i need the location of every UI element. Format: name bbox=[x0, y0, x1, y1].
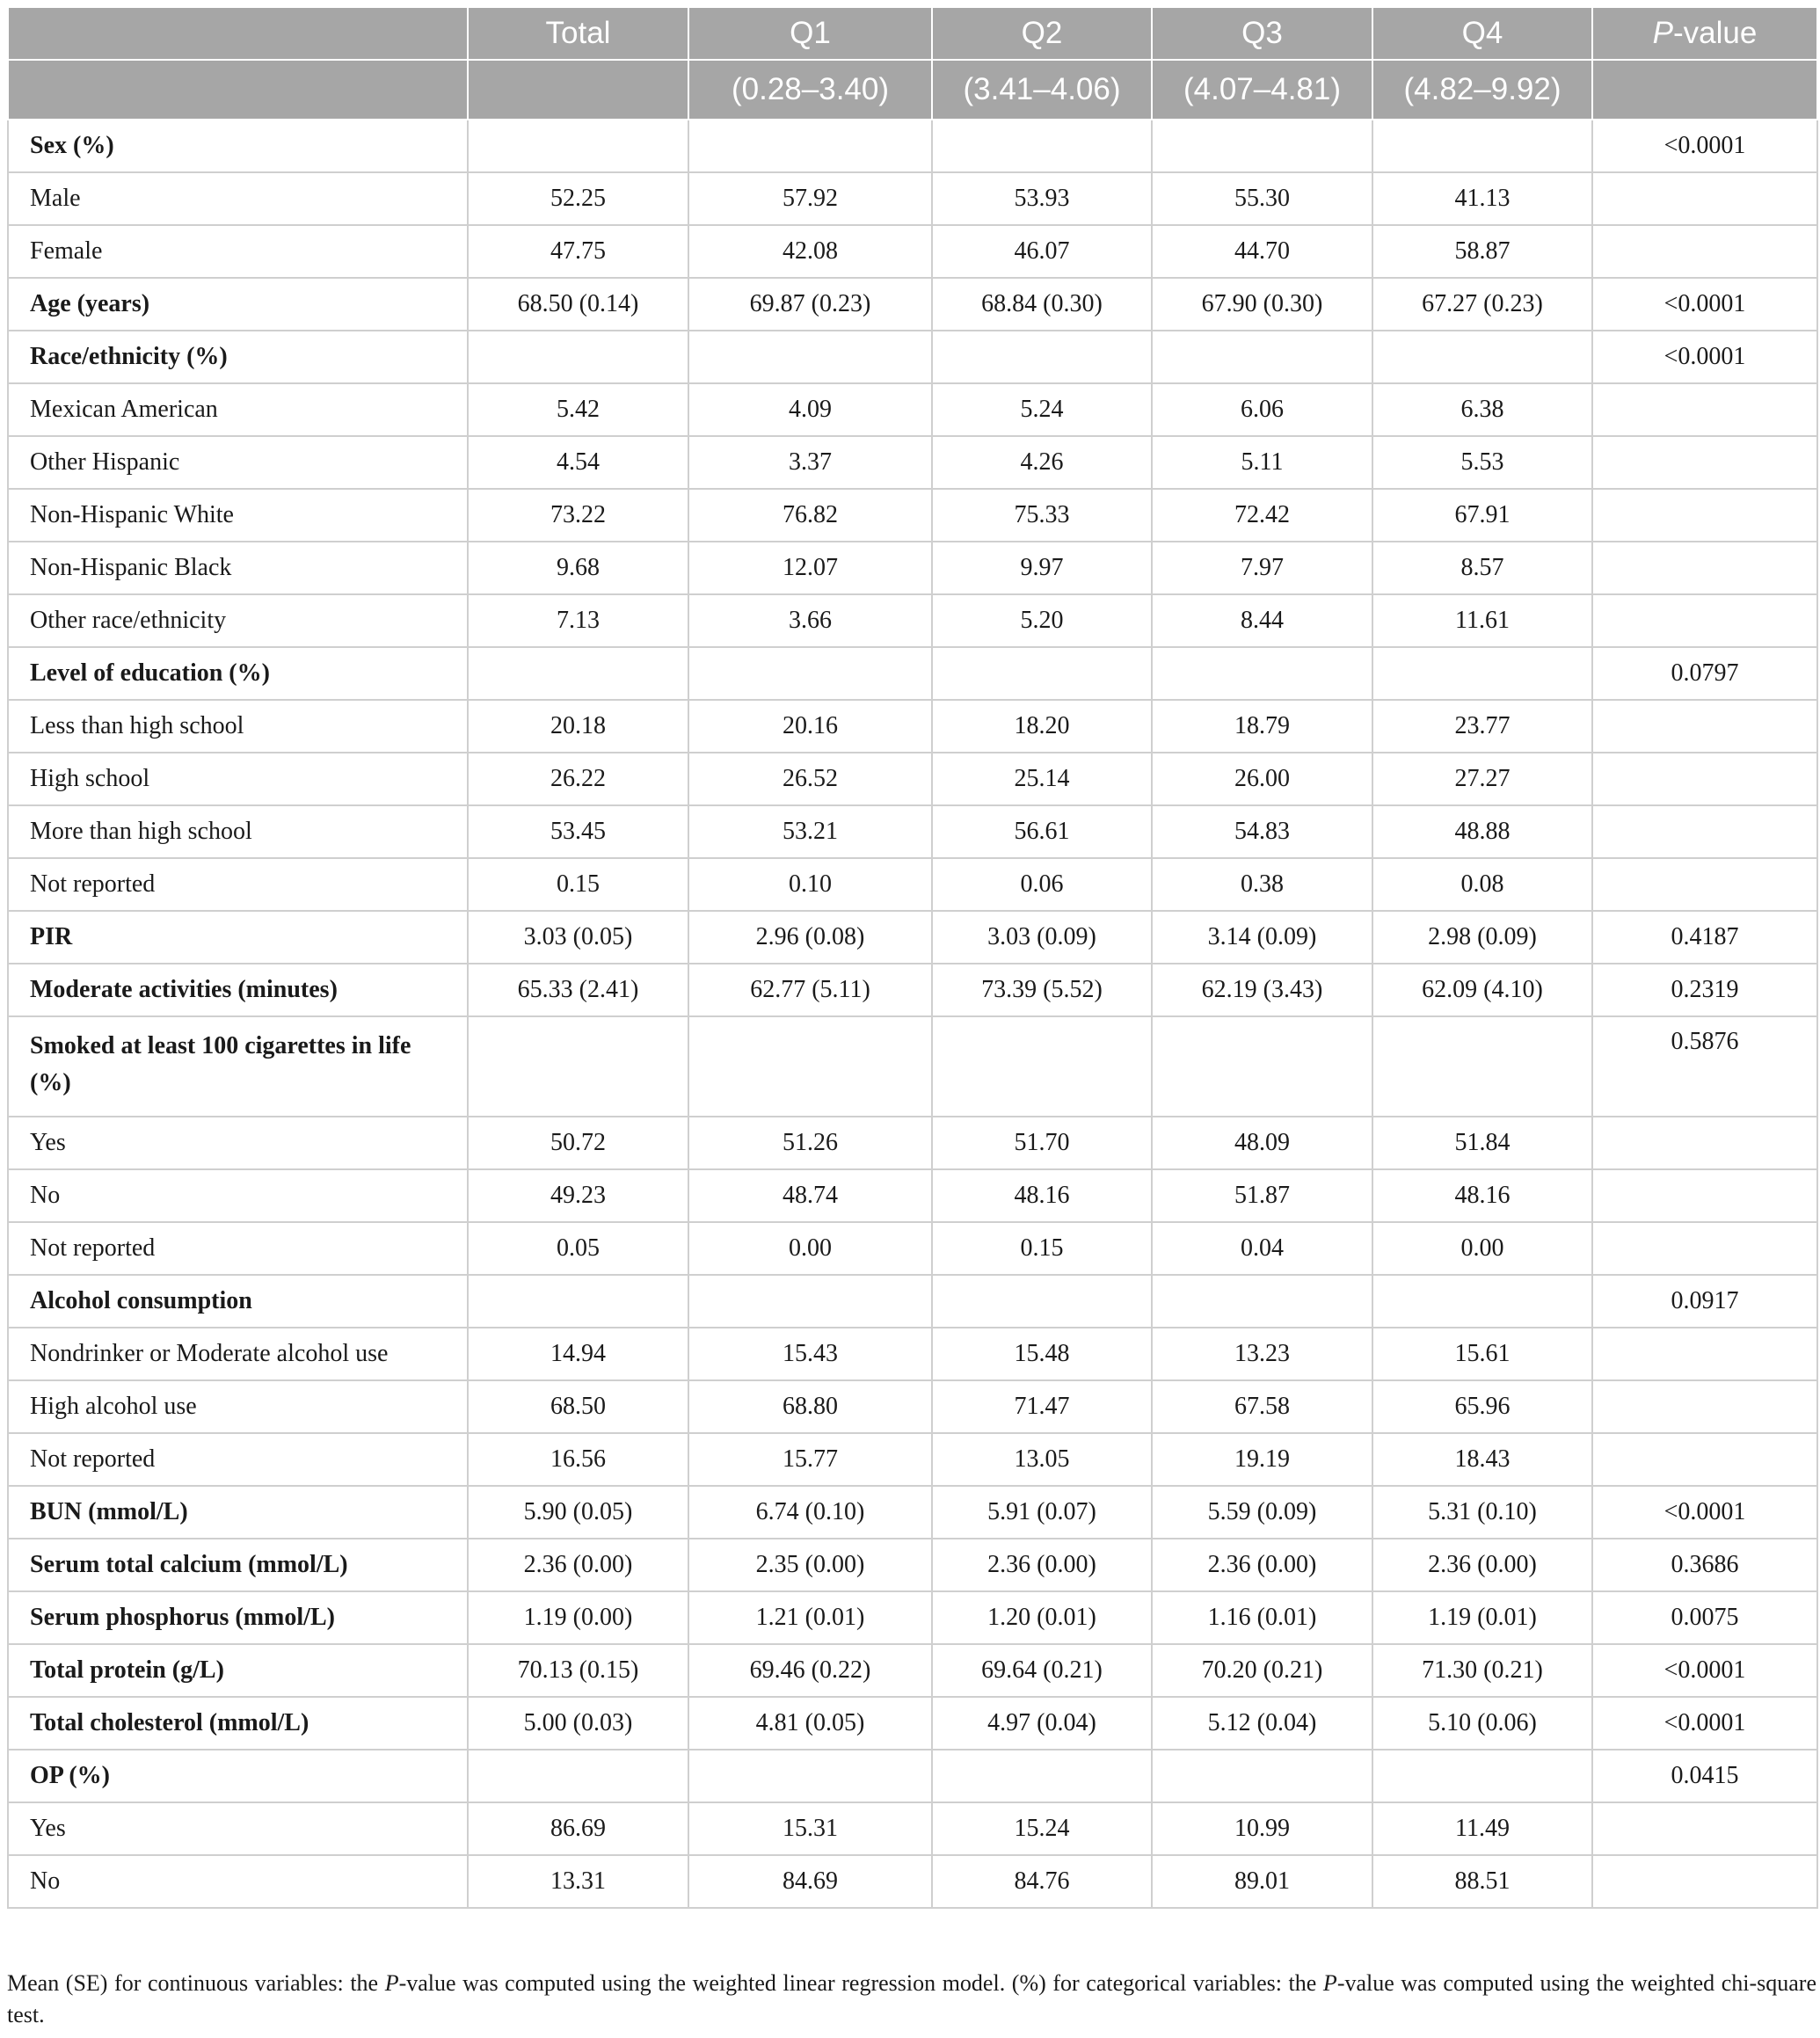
value-cell bbox=[468, 1275, 688, 1328]
value-cell: 41.13 bbox=[1372, 172, 1592, 225]
value-cell bbox=[1152, 331, 1372, 383]
table-row bbox=[8, 1328, 1817, 1380]
value-cell: 48.74 bbox=[688, 1169, 932, 1222]
value-cell bbox=[932, 331, 1152, 383]
value-cell bbox=[688, 1016, 932, 1117]
value-cell: 67.91 bbox=[1372, 489, 1592, 542]
value-cell: 0.05 bbox=[468, 1222, 688, 1275]
header-cell bbox=[8, 60, 468, 120]
value-cell: 67.27 (0.23) bbox=[1372, 278, 1592, 331]
p-value-cell bbox=[1592, 1117, 1817, 1169]
value-cell bbox=[1152, 1275, 1372, 1328]
row-label: No bbox=[8, 1855, 468, 1908]
value-cell: 3.03 (0.09) bbox=[932, 911, 1152, 964]
header-q1-range: (0.28–3.40) bbox=[688, 60, 932, 120]
p-value-cell bbox=[1592, 1802, 1817, 1855]
value-cell: 55.30 bbox=[1152, 172, 1372, 225]
value-cell: 53.45 bbox=[468, 805, 688, 858]
value-cell: 46.07 bbox=[932, 225, 1152, 278]
table-row bbox=[8, 436, 1817, 489]
value-cell: 69.87 (0.23) bbox=[688, 278, 932, 331]
value-cell: 27.27 bbox=[1372, 753, 1592, 805]
table-row bbox=[8, 225, 1817, 278]
row-label: High alcohol use bbox=[8, 1380, 468, 1433]
p-value-cell bbox=[1592, 594, 1817, 647]
value-cell: 0.06 bbox=[932, 858, 1152, 911]
value-cell: 15.31 bbox=[688, 1802, 932, 1855]
row-label: Serum total calcium (mmol/L) bbox=[8, 1539, 468, 1591]
value-cell: 5.12 (0.04) bbox=[1152, 1697, 1372, 1750]
p-value-cell bbox=[1592, 225, 1817, 278]
table-footnote bbox=[7, 1968, 1816, 2031]
table-row bbox=[8, 1169, 1817, 1222]
value-cell: 1.21 (0.01) bbox=[688, 1591, 932, 1644]
table-row bbox=[8, 1855, 1817, 1908]
value-cell bbox=[688, 331, 932, 383]
value-cell bbox=[1152, 647, 1372, 700]
value-cell: 5.91 (0.07) bbox=[932, 1486, 1152, 1539]
footnote-p-italic-2: P bbox=[1322, 1970, 1337, 1996]
value-cell: 20.16 bbox=[688, 700, 932, 753]
p-value-cell: 0.3686 bbox=[1592, 1539, 1817, 1591]
row-label: Non-Hispanic White bbox=[8, 489, 468, 542]
value-cell: 69.64 (0.21) bbox=[932, 1644, 1152, 1697]
value-cell: 19.19 bbox=[1152, 1433, 1372, 1486]
value-cell bbox=[1152, 1750, 1372, 1802]
value-cell: 2.96 (0.08) bbox=[688, 911, 932, 964]
value-cell: 5.00 (0.03) bbox=[468, 1697, 688, 1750]
header-q2-range: (3.41–4.06) bbox=[932, 60, 1152, 120]
value-cell: 67.90 (0.30) bbox=[1152, 278, 1372, 331]
value-cell: 13.23 bbox=[1152, 1328, 1372, 1380]
value-cell: 70.20 (0.21) bbox=[1152, 1644, 1372, 1697]
row-label: Not reported bbox=[8, 1222, 468, 1275]
row-label: PIR bbox=[8, 911, 468, 964]
value-cell: 0.04 bbox=[1152, 1222, 1372, 1275]
value-cell: 3.14 (0.09) bbox=[1152, 911, 1372, 964]
table-row bbox=[8, 1222, 1817, 1275]
p-value-cell bbox=[1592, 858, 1817, 911]
value-cell bbox=[468, 120, 688, 172]
value-cell: 13.31 bbox=[468, 1855, 688, 1908]
row-label: Not reported bbox=[8, 858, 468, 911]
row-label: Total cholesterol (mmol/L) bbox=[8, 1697, 468, 1750]
value-cell: 0.15 bbox=[932, 1222, 1152, 1275]
value-cell: 56.61 bbox=[932, 805, 1152, 858]
header-p-suffix: -value bbox=[1673, 16, 1758, 50]
table-row bbox=[8, 383, 1817, 436]
table-row bbox=[8, 1486, 1817, 1539]
table-row bbox=[8, 1591, 1817, 1644]
row-label: Race/ethnicity (%) bbox=[8, 331, 468, 383]
value-cell: 26.52 bbox=[688, 753, 932, 805]
value-cell: 15.48 bbox=[932, 1328, 1152, 1380]
header-cell bbox=[468, 60, 688, 120]
value-cell: 67.58 bbox=[1152, 1380, 1372, 1433]
value-cell: 68.50 bbox=[468, 1380, 688, 1433]
value-cell: 7.13 bbox=[468, 594, 688, 647]
baseline-characteristics-table bbox=[7, 6, 1818, 1909]
value-cell: 25.14 bbox=[932, 753, 1152, 805]
row-label: Female bbox=[8, 225, 468, 278]
value-cell: 15.77 bbox=[688, 1433, 932, 1486]
value-cell: 20.18 bbox=[468, 700, 688, 753]
p-value-cell: 0.2319 bbox=[1592, 964, 1817, 1016]
table-row bbox=[8, 278, 1817, 331]
value-cell: 5.11 bbox=[1152, 436, 1372, 489]
value-cell: 49.23 bbox=[468, 1169, 688, 1222]
value-cell bbox=[688, 1750, 932, 1802]
value-cell: 86.69 bbox=[468, 1802, 688, 1855]
value-cell: 26.00 bbox=[1152, 753, 1372, 805]
value-cell: 4.54 bbox=[468, 436, 688, 489]
value-cell: 11.49 bbox=[1372, 1802, 1592, 1855]
value-cell: 75.33 bbox=[932, 489, 1152, 542]
value-cell: 5.59 (0.09) bbox=[1152, 1486, 1372, 1539]
value-cell: 3.03 (0.05) bbox=[468, 911, 688, 964]
value-cell: 65.96 bbox=[1372, 1380, 1592, 1433]
p-value-cell: <0.0001 bbox=[1592, 120, 1817, 172]
value-cell: 68.80 bbox=[688, 1380, 932, 1433]
value-cell: 84.76 bbox=[932, 1855, 1152, 1908]
value-cell: 2.36 (0.00) bbox=[468, 1539, 688, 1591]
p-value-cell bbox=[1592, 172, 1817, 225]
footnote-text-3: -value was computed using the weighted chi-square test. bbox=[7, 1970, 1816, 2027]
value-cell: 42.08 bbox=[688, 225, 932, 278]
row-label: Alcohol consumption bbox=[8, 1275, 468, 1328]
header-q2: Q2 bbox=[932, 7, 1152, 60]
value-cell bbox=[468, 331, 688, 383]
value-cell: 0.00 bbox=[1372, 1222, 1592, 1275]
table-row bbox=[8, 1539, 1817, 1591]
row-label: OP (%) bbox=[8, 1750, 468, 1802]
table-row bbox=[8, 647, 1817, 700]
value-cell: 73.39 (5.52) bbox=[932, 964, 1152, 1016]
value-cell bbox=[932, 1750, 1152, 1802]
value-cell: 6.06 bbox=[1152, 383, 1372, 436]
value-cell: 50.72 bbox=[468, 1117, 688, 1169]
value-cell: 0.00 bbox=[688, 1222, 932, 1275]
value-cell: 48.88 bbox=[1372, 805, 1592, 858]
table-row bbox=[8, 1644, 1817, 1697]
row-label: Other race/ethnicity bbox=[8, 594, 468, 647]
table-row bbox=[8, 1016, 1817, 1117]
p-value-cell bbox=[1592, 753, 1817, 805]
value-cell: 62.09 (4.10) bbox=[1372, 964, 1592, 1016]
value-cell bbox=[932, 647, 1152, 700]
header-q1: Q1 bbox=[688, 7, 932, 60]
row-label: More than high school bbox=[8, 805, 468, 858]
header-q4-range: (4.82–9.92) bbox=[1372, 60, 1592, 120]
value-cell: 1.19 (0.00) bbox=[468, 1591, 688, 1644]
p-value-cell: 0.5876 bbox=[1592, 1016, 1817, 1117]
value-cell: 9.97 bbox=[932, 542, 1152, 594]
table-header bbox=[8, 7, 1817, 120]
value-cell: 51.26 bbox=[688, 1117, 932, 1169]
table-row bbox=[8, 1117, 1817, 1169]
p-value-cell: <0.0001 bbox=[1592, 1644, 1817, 1697]
header-row-1 bbox=[8, 7, 1817, 60]
p-value-cell: <0.0001 bbox=[1592, 1697, 1817, 1750]
value-cell: 4.81 (0.05) bbox=[688, 1697, 932, 1750]
footnote-text-1: Mean (SE) for continuous variables: the bbox=[7, 1970, 385, 1996]
value-cell: 5.10 (0.06) bbox=[1372, 1697, 1592, 1750]
header-total: Total bbox=[468, 7, 688, 60]
value-cell: 11.61 bbox=[1372, 594, 1592, 647]
table-row bbox=[8, 1380, 1817, 1433]
value-cell: 51.70 bbox=[932, 1117, 1152, 1169]
value-cell: 48.16 bbox=[932, 1169, 1152, 1222]
value-cell: 2.36 (0.00) bbox=[1152, 1539, 1372, 1591]
table-row bbox=[8, 1433, 1817, 1486]
value-cell: 6.38 bbox=[1372, 383, 1592, 436]
value-cell: 6.74 (0.10) bbox=[688, 1486, 932, 1539]
value-cell: 88.51 bbox=[1372, 1855, 1592, 1908]
value-cell: 5.24 bbox=[932, 383, 1152, 436]
value-cell: 84.69 bbox=[688, 1855, 932, 1908]
value-cell bbox=[932, 120, 1152, 172]
row-label: Male bbox=[8, 172, 468, 225]
value-cell bbox=[468, 1750, 688, 1802]
row-label: Sex (%) bbox=[8, 120, 468, 172]
value-cell bbox=[468, 647, 688, 700]
header-row-2 bbox=[8, 60, 1817, 120]
row-label: No bbox=[8, 1169, 468, 1222]
header-cell bbox=[1592, 60, 1817, 120]
value-cell: 76.82 bbox=[688, 489, 932, 542]
value-cell: 3.37 bbox=[688, 436, 932, 489]
value-cell: 5.42 bbox=[468, 383, 688, 436]
p-value-cell bbox=[1592, 489, 1817, 542]
table-row bbox=[8, 964, 1817, 1016]
value-cell: 4.09 bbox=[688, 383, 932, 436]
row-label: Serum phosphorus (mmol/L) bbox=[8, 1591, 468, 1644]
footnote-text-2: -value was computed using the weighted linear regression model. (%) for categorical variables: the bbox=[398, 1970, 1323, 1996]
table-row bbox=[8, 1802, 1817, 1855]
table-container bbox=[7, 6, 1816, 1909]
value-cell: 62.19 (3.43) bbox=[1152, 964, 1372, 1016]
value-cell: 4.26 bbox=[932, 436, 1152, 489]
row-label: Other Hispanic bbox=[8, 436, 468, 489]
p-value-cell: <0.0001 bbox=[1592, 331, 1817, 383]
row-label: Yes bbox=[8, 1117, 468, 1169]
p-value-cell bbox=[1592, 805, 1817, 858]
row-label: Moderate activities (minutes) bbox=[8, 964, 468, 1016]
table-body bbox=[8, 120, 1817, 1908]
value-cell bbox=[1372, 1750, 1592, 1802]
row-label: Yes bbox=[8, 1802, 468, 1855]
value-cell: 73.22 bbox=[468, 489, 688, 542]
value-cell: 2.35 (0.00) bbox=[688, 1539, 932, 1591]
value-cell bbox=[688, 120, 932, 172]
value-cell: 53.93 bbox=[932, 172, 1152, 225]
value-cell: 18.79 bbox=[1152, 700, 1372, 753]
value-cell bbox=[1372, 120, 1592, 172]
value-cell: 0.10 bbox=[688, 858, 932, 911]
value-cell: 48.09 bbox=[1152, 1117, 1372, 1169]
value-cell: 5.53 bbox=[1372, 436, 1592, 489]
p-value-cell bbox=[1592, 700, 1817, 753]
table-row bbox=[8, 172, 1817, 225]
p-value-cell: 0.0797 bbox=[1592, 647, 1817, 700]
value-cell: 44.70 bbox=[1152, 225, 1372, 278]
value-cell: 4.97 (0.04) bbox=[932, 1697, 1152, 1750]
value-cell bbox=[1152, 1016, 1372, 1117]
header-q3: Q3 bbox=[1152, 7, 1372, 60]
value-cell: 18.20 bbox=[932, 700, 1152, 753]
row-label: High school bbox=[8, 753, 468, 805]
table-row bbox=[8, 911, 1817, 964]
table-row bbox=[8, 1275, 1817, 1328]
table-row bbox=[8, 542, 1817, 594]
header-cell bbox=[8, 7, 468, 60]
p-value-cell: <0.0001 bbox=[1592, 278, 1817, 331]
value-cell: 53.21 bbox=[688, 805, 932, 858]
table-row bbox=[8, 594, 1817, 647]
p-value-cell bbox=[1592, 1380, 1817, 1433]
value-cell: 51.87 bbox=[1152, 1169, 1372, 1222]
value-cell: 52.25 bbox=[468, 172, 688, 225]
value-cell: 26.22 bbox=[468, 753, 688, 805]
p-value-cell bbox=[1592, 1855, 1817, 1908]
value-cell bbox=[1372, 647, 1592, 700]
header-q4: Q4 bbox=[1372, 7, 1592, 60]
value-cell: 2.36 (0.00) bbox=[932, 1539, 1152, 1591]
p-value-cell: <0.0001 bbox=[1592, 1486, 1817, 1539]
table-row bbox=[8, 700, 1817, 753]
value-cell: 2.36 (0.00) bbox=[1372, 1539, 1592, 1591]
table-row bbox=[8, 331, 1817, 383]
value-cell: 58.87 bbox=[1372, 225, 1592, 278]
value-cell: 51.84 bbox=[1372, 1117, 1592, 1169]
value-cell: 23.77 bbox=[1372, 700, 1592, 753]
value-cell: 57.92 bbox=[688, 172, 932, 225]
value-cell: 62.77 (5.11) bbox=[688, 964, 932, 1016]
value-cell: 89.01 bbox=[1152, 1855, 1372, 1908]
value-cell bbox=[468, 1016, 688, 1117]
value-cell: 0.08 bbox=[1372, 858, 1592, 911]
row-label: Age (years) bbox=[8, 278, 468, 331]
value-cell: 13.05 bbox=[932, 1433, 1152, 1486]
value-cell: 72.42 bbox=[1152, 489, 1372, 542]
table-row bbox=[8, 753, 1817, 805]
value-cell: 71.30 (0.21) bbox=[1372, 1644, 1592, 1697]
value-cell: 70.13 (0.15) bbox=[468, 1644, 688, 1697]
value-cell: 9.68 bbox=[468, 542, 688, 594]
table-row bbox=[8, 858, 1817, 911]
row-label: Mexican American bbox=[8, 383, 468, 436]
p-value-cell bbox=[1592, 1169, 1817, 1222]
table-row bbox=[8, 120, 1817, 172]
row-label: Non-Hispanic Black bbox=[8, 542, 468, 594]
value-cell: 5.20 bbox=[932, 594, 1152, 647]
value-cell: 48.16 bbox=[1372, 1169, 1592, 1222]
value-cell: 10.99 bbox=[1152, 1802, 1372, 1855]
value-cell bbox=[688, 1275, 932, 1328]
p-value-cell bbox=[1592, 1433, 1817, 1486]
value-cell: 5.31 (0.10) bbox=[1372, 1486, 1592, 1539]
p-value-cell bbox=[1592, 542, 1817, 594]
table-row bbox=[8, 1750, 1817, 1802]
value-cell: 69.46 (0.22) bbox=[688, 1644, 932, 1697]
value-cell bbox=[1372, 331, 1592, 383]
table-row bbox=[8, 489, 1817, 542]
footnote-p-italic-1: P bbox=[384, 1970, 399, 1996]
row-label: Nondrinker or Moderate alcohol use bbox=[8, 1328, 468, 1380]
value-cell bbox=[932, 1275, 1152, 1328]
table-row bbox=[8, 805, 1817, 858]
p-value-cell: 0.4187 bbox=[1592, 911, 1817, 964]
value-cell bbox=[1152, 120, 1372, 172]
value-cell: 15.61 bbox=[1372, 1328, 1592, 1380]
value-cell: 7.97 bbox=[1152, 542, 1372, 594]
header-q3-range: (4.07–4.81) bbox=[1152, 60, 1372, 120]
row-label: Level of education (%) bbox=[8, 647, 468, 700]
row-label: Total protein (g/L) bbox=[8, 1644, 468, 1697]
p-value-cell: 0.0075 bbox=[1592, 1591, 1817, 1644]
value-cell: 5.90 (0.05) bbox=[468, 1486, 688, 1539]
value-cell: 12.07 bbox=[688, 542, 932, 594]
value-cell: 8.44 bbox=[1152, 594, 1372, 647]
p-value-cell: 0.0415 bbox=[1592, 1750, 1817, 1802]
value-cell: 54.83 bbox=[1152, 805, 1372, 858]
p-value-cell bbox=[1592, 1328, 1817, 1380]
p-value-cell bbox=[1592, 1222, 1817, 1275]
value-cell bbox=[1372, 1275, 1592, 1328]
row-label: Smoked at least 100 cigarettes in life (%) bbox=[8, 1016, 468, 1117]
value-cell: 65.33 (2.41) bbox=[468, 964, 688, 1016]
value-cell: 16.56 bbox=[468, 1433, 688, 1486]
value-cell: 68.84 (0.30) bbox=[932, 278, 1152, 331]
row-label: Less than high school bbox=[8, 700, 468, 753]
header-p-italic: P bbox=[1652, 16, 1674, 50]
value-cell bbox=[932, 1016, 1152, 1117]
value-cell: 1.19 (0.01) bbox=[1372, 1591, 1592, 1644]
row-label: BUN (mmol/L) bbox=[8, 1486, 468, 1539]
value-cell: 71.47 bbox=[932, 1380, 1152, 1433]
value-cell: 68.50 (0.14) bbox=[468, 278, 688, 331]
value-cell: 18.43 bbox=[1372, 1433, 1592, 1486]
value-cell: 0.15 bbox=[468, 858, 688, 911]
p-value-cell: 0.0917 bbox=[1592, 1275, 1817, 1328]
value-cell: 8.57 bbox=[1372, 542, 1592, 594]
value-cell: 15.24 bbox=[932, 1802, 1152, 1855]
value-cell: 14.94 bbox=[468, 1328, 688, 1380]
value-cell: 3.66 bbox=[688, 594, 932, 647]
value-cell bbox=[1372, 1016, 1592, 1117]
header-p-value bbox=[1592, 7, 1817, 60]
p-value-cell bbox=[1592, 383, 1817, 436]
row-label: Not reported bbox=[8, 1433, 468, 1486]
value-cell: 1.16 (0.01) bbox=[1152, 1591, 1372, 1644]
value-cell: 0.38 bbox=[1152, 858, 1372, 911]
value-cell: 1.20 (0.01) bbox=[932, 1591, 1152, 1644]
value-cell: 15.43 bbox=[688, 1328, 932, 1380]
value-cell: 2.98 (0.09) bbox=[1372, 911, 1592, 964]
table-row bbox=[8, 1697, 1817, 1750]
value-cell: 47.75 bbox=[468, 225, 688, 278]
value-cell bbox=[688, 647, 932, 700]
p-value-cell bbox=[1592, 436, 1817, 489]
